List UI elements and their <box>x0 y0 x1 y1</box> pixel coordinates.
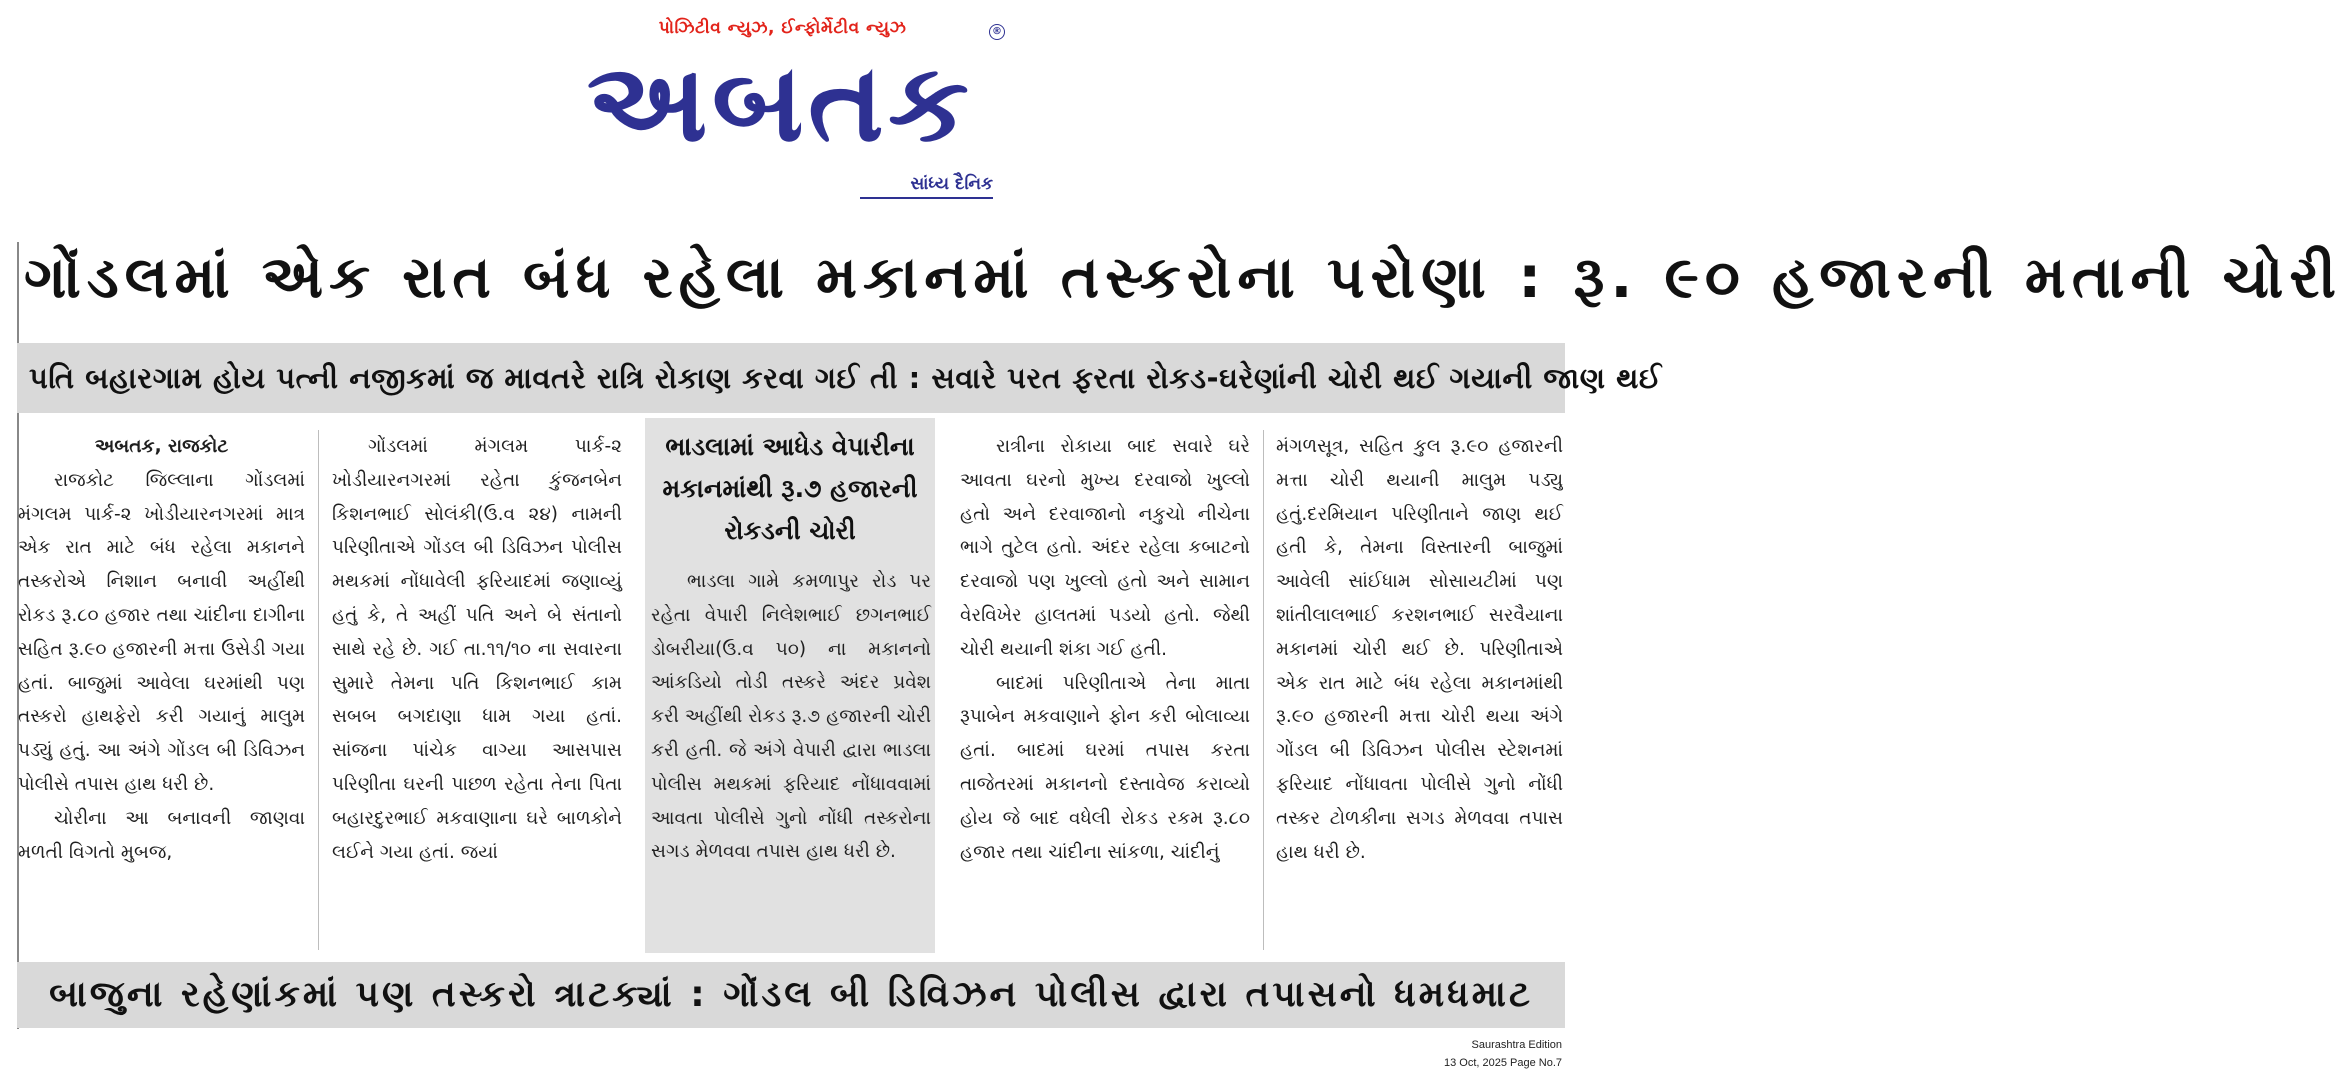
bottom-headline: બાજુના રહેણાંકમાં પણ તસ્કરો ત્રાટક્યાં : ગોંડલ બી ડિવિઝન પોલીસ દ્વારા તપાસનો ધમધમાટ <box>17 962 1565 1028</box>
masthead-rule <box>860 197 993 199</box>
article-paragraph: મંગળસૂત્ર, સહિત કુલ રૂ.૯૦ હજારની મત્તા ચોરી થયાની માલુમ પડ્યુ હતું.દરમિયાન પરિણીતાને જાણ થઈ હતી કે, તેમના વિસ્તારની બાજુમાં આવેલી સાંઈધામ સોસાયટીમાં પણ શાંતીલાલભાઈ કરશનભાઈ સરવૈયાના મકાનમાં ચોરી થઈ છે. પરિણીતાએ એક રાત માટે બંધ રહેલા મકાનમાંથી રૂ.૯૦ હજારની મત્તા ચોરી થયા અંગે ગોંડલ બી ડિવિઝન પોલીસ સ્ટેશનમાં ફરિયાદ નોંધાવતા પોલીસે ગુનો નોંધી તસ્કર ટોળકીના સગડ મેળવવા તપાસ હાથ ધરી છે. <box>1276 436 1563 863</box>
page-footer <box>1444 1036 1562 1072</box>
article-paragraph: રાત્રીના રોકાયા બાદ સવારે ઘરે આવતા ઘરનો મુખ્ય દરવાજો ખુલ્લો હતો અને દરવાજાનો નકુચો નીચેના ભાગે તુટેલ હતો. અંદર રહેલા કબાટનો દરવાજો પણ ખુલ્લો હતો અને સામાન વેરવિખેર હાલતમાં પડયો હતો. જેથી ચોરી થયાની શંકા ગઈ હતી. <box>960 436 1250 660</box>
sidebox-text <box>651 565 931 950</box>
dateline: અબતક, રાજકોટ <box>94 436 229 457</box>
article-paragraph: બાદમાં પરિણીતાએ તેના માતા રૂપાબેન મકવાણાને ફોન કરી બોલાવ્યા હતાં. બાદમાં ઘરમાં તપાસ કરતા તાજેતરમાં મકાનનો દસ્તાવેજ કરાવ્યો હોય જે બાદ વધેલી રોકડ રકમ રૂ.૮૦ હજાર તથા ચાંદીના સાંકળા, ચાંદીનું <box>960 672 1250 863</box>
registered-mark: ® <box>989 24 1005 40</box>
column-divider <box>1263 430 1264 950</box>
article-paragraph: ગોંડલમાં મંગલમ પાર્ક-૨ ખોડીયારનગરમાં રહેતા કુંજનબેન કિશનભાઈ સોલંકી(ઉ.વ ૨૪) નામની પરિણીતાએ ગોંડલ બી ડિવિઝન પોલીસ મથકમાં નોંધાવેલી ફરિયાદમાં જણાવ્યું હતું કે, તે અહીં પતિ અને બે સંતાનો સાથે રહે છે. ગઈ તા.૧૧/૧૦ ના સવારના સુમારે તેમના પતિ કિશનભાઈ કામ સબબ બગદાણા ધામ ગયા હતાં. સાંજના પાંચેક વાગ્યા આસપાસ પરિણીતા ઘરની પાછળ રહેતા તેના પિતા બહારદુરભાઈ મકવાણાના ઘરે બાળકોને લઈને ગયા હતાં. જયાં <box>332 436 622 863</box>
edition-name: Saurashtra Edition <box>1471 1039 1562 1051</box>
masthead <box>560 18 1005 203</box>
sidebox-title: ભાડલામાં આધેડ વેપારીના મકાનમાંથી રૂ.૭ હજારની રોકડની ચોરી <box>662 432 918 545</box>
edition-type: સાંધ્ય દૈનિક <box>910 174 993 194</box>
newspaper-logo: અબતક <box>586 41 974 166</box>
article-column-2 <box>332 430 622 950</box>
masthead-tagline: પોઝિટીવ ન્યુઝ, ઈન્ફોર્મેટીવ ન્યુઝ <box>658 18 907 38</box>
article-column-4 <box>960 430 1250 950</box>
article-paragraph: ચોરીના આ બનાવની જાણવા મળતી વિગતો મુબજ, <box>18 807 305 863</box>
main-headline: ગોંડલમાં એક રાત બંધ રહેલા મકાનમાં તસ્કરોના પરોણા : રૂ. ૯૦ હજારની મતાની ચોરી <box>24 243 2342 311</box>
sidebox-paragraph: ભાડલા ગામે કમળાપુર રોડ પર રહેતા વેપારી નિલેશભાઈ છગનભાઈ ડોબરીયા(ઉ.વ ૫૦) ના મકાનનો આંકડિયો તોડી તસ્કરે અંદર પ્રવેશ કરી અહીંથી રોકડ રૂ.૭ હજારની ચોરી કરી હતી. જે અંગે વેપારી દ્વારા ભાડલા પોલીસ મથકમાં ફરિયાદ નોંધાવવામાં આવતા પોલીસે ગુનો નોંધી તસ્કરોના સગડ મેળવવા તપાસ હાથ ધરી છે. <box>651 571 931 863</box>
sub-headline: પતિ બહારગામ હોય પત્ની નજીકમાં જ માવતરે રાત્રિ રોકાણ કરવા ગઈ તી : સવારે પરત ફરતા રોકડ-ઘરેણાંની ચોરી થઈ ગયાની જાણ થઈ <box>17 343 1565 413</box>
sidebox <box>645 418 935 953</box>
column-divider <box>318 430 319 950</box>
article-column-1 <box>18 430 305 950</box>
article-column-5 <box>1276 430 1563 950</box>
date-page: 13 Oct, 2025 Page No.7 <box>1443 1057 1562 1069</box>
article-paragraph: રાજકોટ જિલ્લાના ગોંડલમાં મંગલમ પાર્ક-૨ ખોડીયારનગરમાં માત્ર એક રાત માટે બંધ રહેલા મકાનને તસ્કરોએ નિશાન બનાવી અહીંથી રોકડ રૂ.૮૦ હજાર તથા ચાંદીના દાગીના સહિત રૂ.૯૦ હજારની મત્તા ઉસેડી ગયા હતાં. બાજુમાં આવેલા ઘરમાંથી પણ તસ્કરો હાથફેરો કરી ગયાનું માલુમ પડ્યું હતું. આ અંગે ગોંડલ બી ડિવિઝન પોલીસે તપાસ હાથ ધરી છે. <box>18 469 305 795</box>
